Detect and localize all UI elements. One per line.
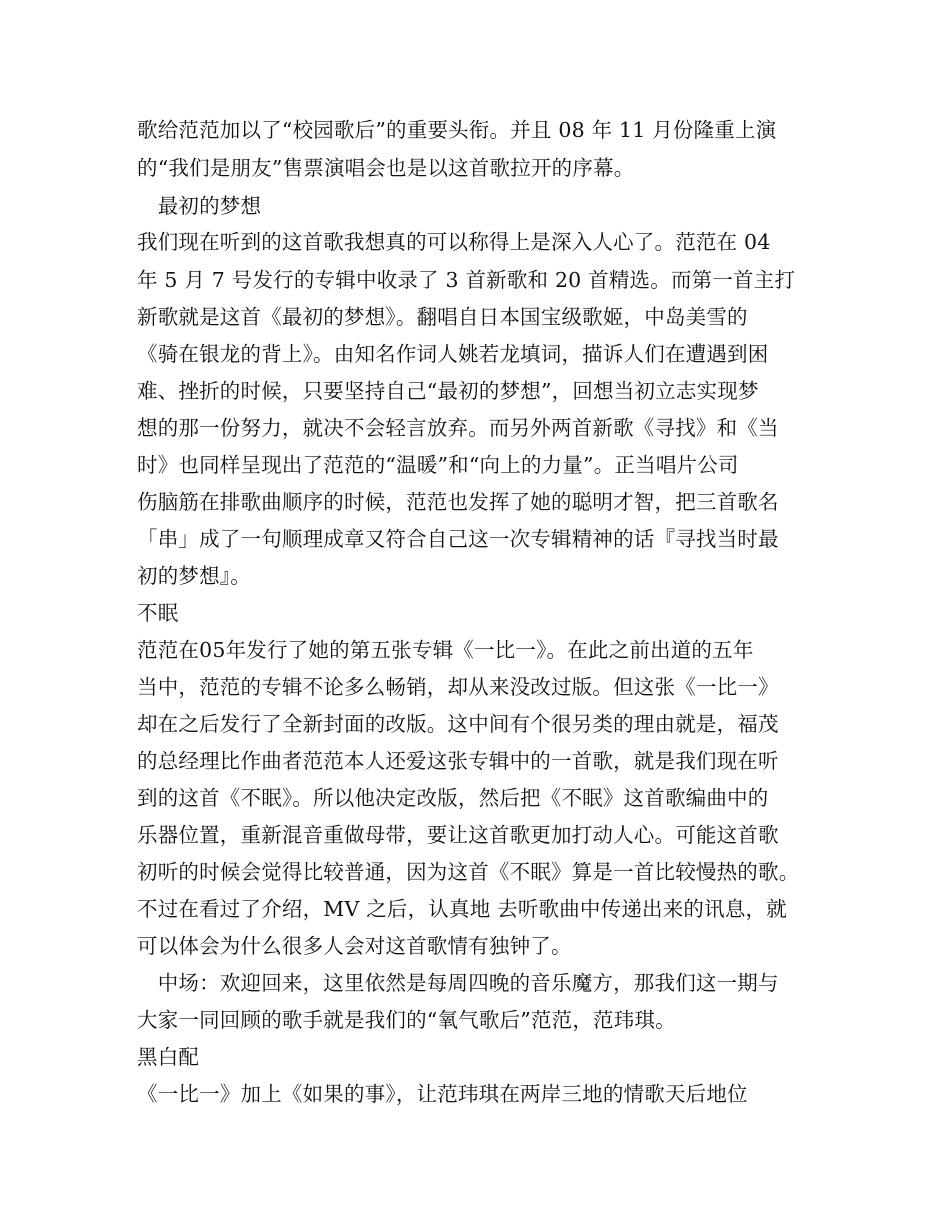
text-line: 不过在看过了介绍，MV 之后，认真地 去听歌曲中传递出来的讯息，就 [137,897,787,921]
text-line: 范范在05年发行了她的第五张专辑《一比一》。在此之前出道的五年 [137,638,754,662]
text-line: 的“我们是朋友”售票演唱会也是以这首歌拉开的序幕。 [137,156,635,180]
text-line: 新歌就是这首《最初的梦想》。翻唱自日本国宝级歌姬，中岛美雪的 [137,305,748,329]
text-line: 我们现在听到的这首歌我想真的可以称得上是深入人心了。范范在 04 [137,230,771,254]
text-line: 初听的时候会觉得比较普通，因为这首《不眠》算是一首比较慢热的歌。 [137,860,800,884]
text-line: 「串」成了一句顺理成章又符合自己这一次专辑精神的话『寻找当时最 [137,527,779,551]
section-heading-heibaipei: 黑白配 [137,1045,200,1069]
text-line: 《骑在银龙的背上》。由知名作词人姚若龙填词，描诉人们在遭遇到困 [137,342,769,366]
text-line: 时》也同样呈现出了范范的“温暖”和“向上的力量”。正当唱片公司 [137,453,739,477]
text-line: 到的这首《不眠》。所以他决定改版，然后把《不眠》这首歌编曲中的 [137,786,769,810]
text-line: 中场：欢迎回来，这里依然是每周四晚的音乐魔方，那我们这一期与 [137,971,779,995]
text-line: 的总经理比作曲者范范本人还爱这张专辑中的一首歌，就是我们现在听 [137,749,779,773]
text-line: 可以体会为什么很多人会对这首歌情有独钟了。 [137,934,572,958]
text-line: 初的梦想』。 [137,564,251,588]
text-line: 乐器位置，重新混音重做母带，要让这首歌更加打动人心。可能这首歌 [137,823,779,847]
text-line: 当中，范范的专辑不论多么畅销，却从来没改过版。但这张《一比一》 [137,675,779,699]
text-line: 难、挫折的时候，只要坚持自己“最初的梦想”，回想当初立志实现梦 [137,379,759,403]
text-line: 伤脑筋在排歌曲顺序的时候，范范也发挥了她的聪明才智，把三首歌名 [137,490,779,514]
text-line: 《一比一》加上《如果的事》，让范玮琪在两岸三地的情歌天后地位 [137,1082,748,1106]
text-line: 想的那一份努力，就决不会轻言放弃。而另外两首新歌《寻找》和《当 [137,416,779,440]
text-line: 歌给范范加以了“校园歌后”的重要头衔。并且 08 年 11 月份隆重上演 [137,118,777,142]
section-heading-zuichu-de-mengxiang: 最初的梦想 [137,194,262,218]
text-line: 大家一同回顾的歌手就是我们的“氧气歌后”范范，范玮琪。 [137,1008,676,1032]
section-heading-bumian: 不眠 [137,601,179,625]
text-line: 却在之后发行了全新封面的改版。这中间有个很另类的理由就是，福茂 [137,712,779,736]
text-line: 年 5 月 7 号发行的专辑中收录了 3 首新歌和 20 首精选。而第一首主打 [137,268,796,292]
